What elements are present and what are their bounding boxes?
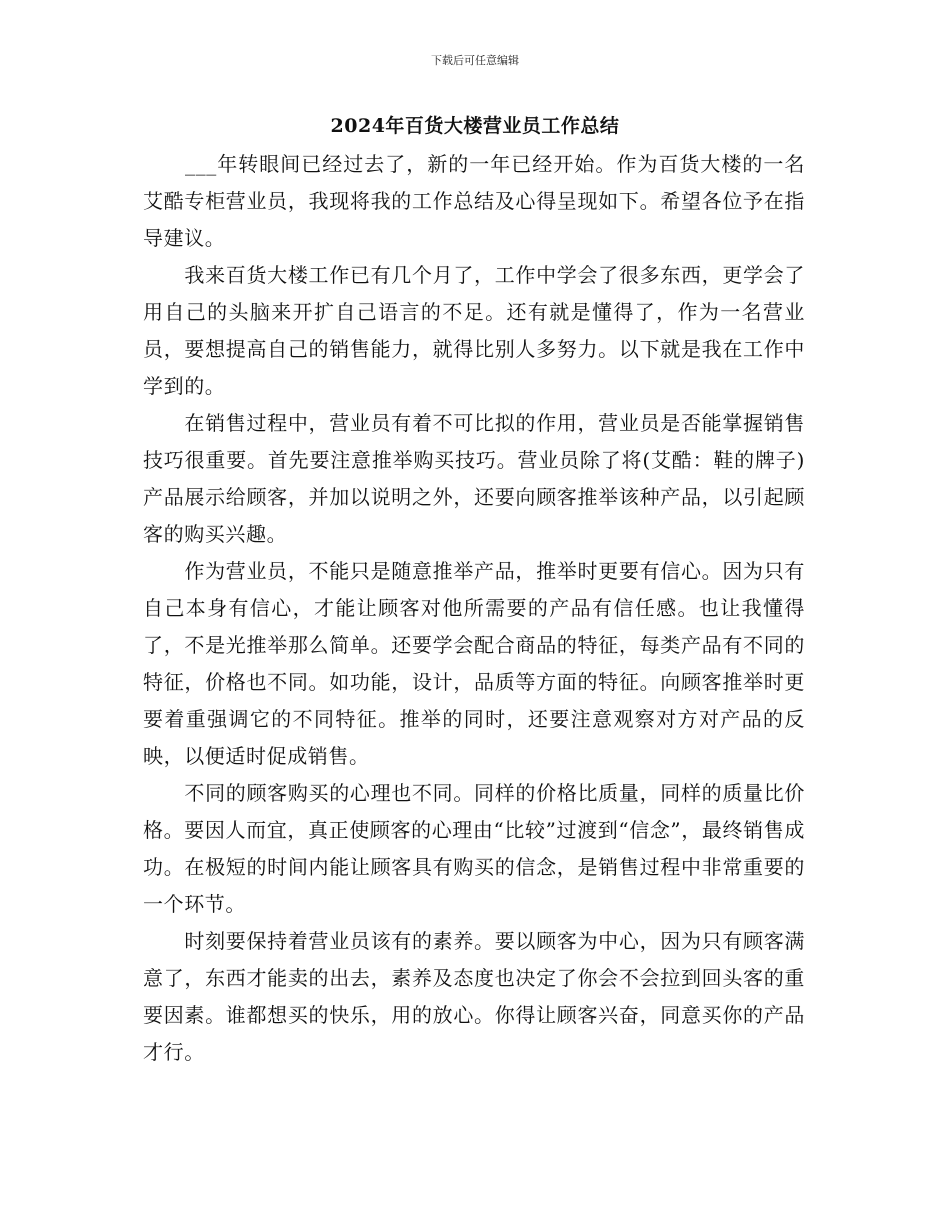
paragraph-3: 在销售过程中，营业员有着不可比拟的作用，营业员是否能掌握销售技巧很重要。首先要注意推举购买技巧。营业员除了将(艾酷：鞋的牌子)产品展示给顾客，并加以说明之外，还要向顾客推举该种产品，以引起顾客的购买兴趣。 — [143, 411, 805, 546]
paragraph-6: 时刻要保持着营业员该有的素养。要以顾客为中心，因为只有顾客满意了，东西才能卖的出去，素养及态度也决定了你会不会拉到回头客的重要因素。谁都想买的快乐，用的放心。你得让顾客兴奋，同意买你的产品才行。 — [143, 929, 805, 1064]
document-title: 2024年百货大楼营业员工作总结 — [330, 115, 620, 137]
paragraph-2: 我来百货大楼工作已有几个月了，工作中学会了很多东西，更学会了用自己的头脑来开扩自己语言的不足。还有就是懂得了，作为一名营业员，要想提高自己的销售能力，就得比别人多努力。以下就是我在工作中学到的。 — [143, 263, 805, 398]
paragraph-4: 作为营业员，不能只是随意推举产品，推举时更要有信心。因为只有自己本身有信心，才能让顾客对他所需要的产品有信任感。也让我懂得了，不是光推举那么简单。还要学会配合商品的特征，每类产品有不同的特征，价格也不同。如功能，设计，品质等方面的特征。向顾客推举时更要着重强调它的不同特征。推举的同时，还要注意观察对方对产品的反映，以便适时促成销售。 — [143, 559, 805, 768]
page-header-note: 下载后可任意编辑 — [431, 54, 519, 67]
paragraph-5: 不同的顾客购买的心理也不同。同样的价格比质量，同样的质量比价格。要因人而宜，真正使顾客的心理由“比较”过渡到“信念”，最终销售成功。在极短的时间内能让顾客具有购买的信念，是销售过程中非常重要的一个环节。 — [143, 781, 805, 916]
paragraph-1: ___年转眼间已经过去了，新的一年已经开始。作为百货大楼的一名艾酷专柜营业员，我现将我的工作总结及心得呈现如下。希望各位予在指导建议。 — [143, 152, 805, 250]
document-body — [143, 146, 805, 1071]
